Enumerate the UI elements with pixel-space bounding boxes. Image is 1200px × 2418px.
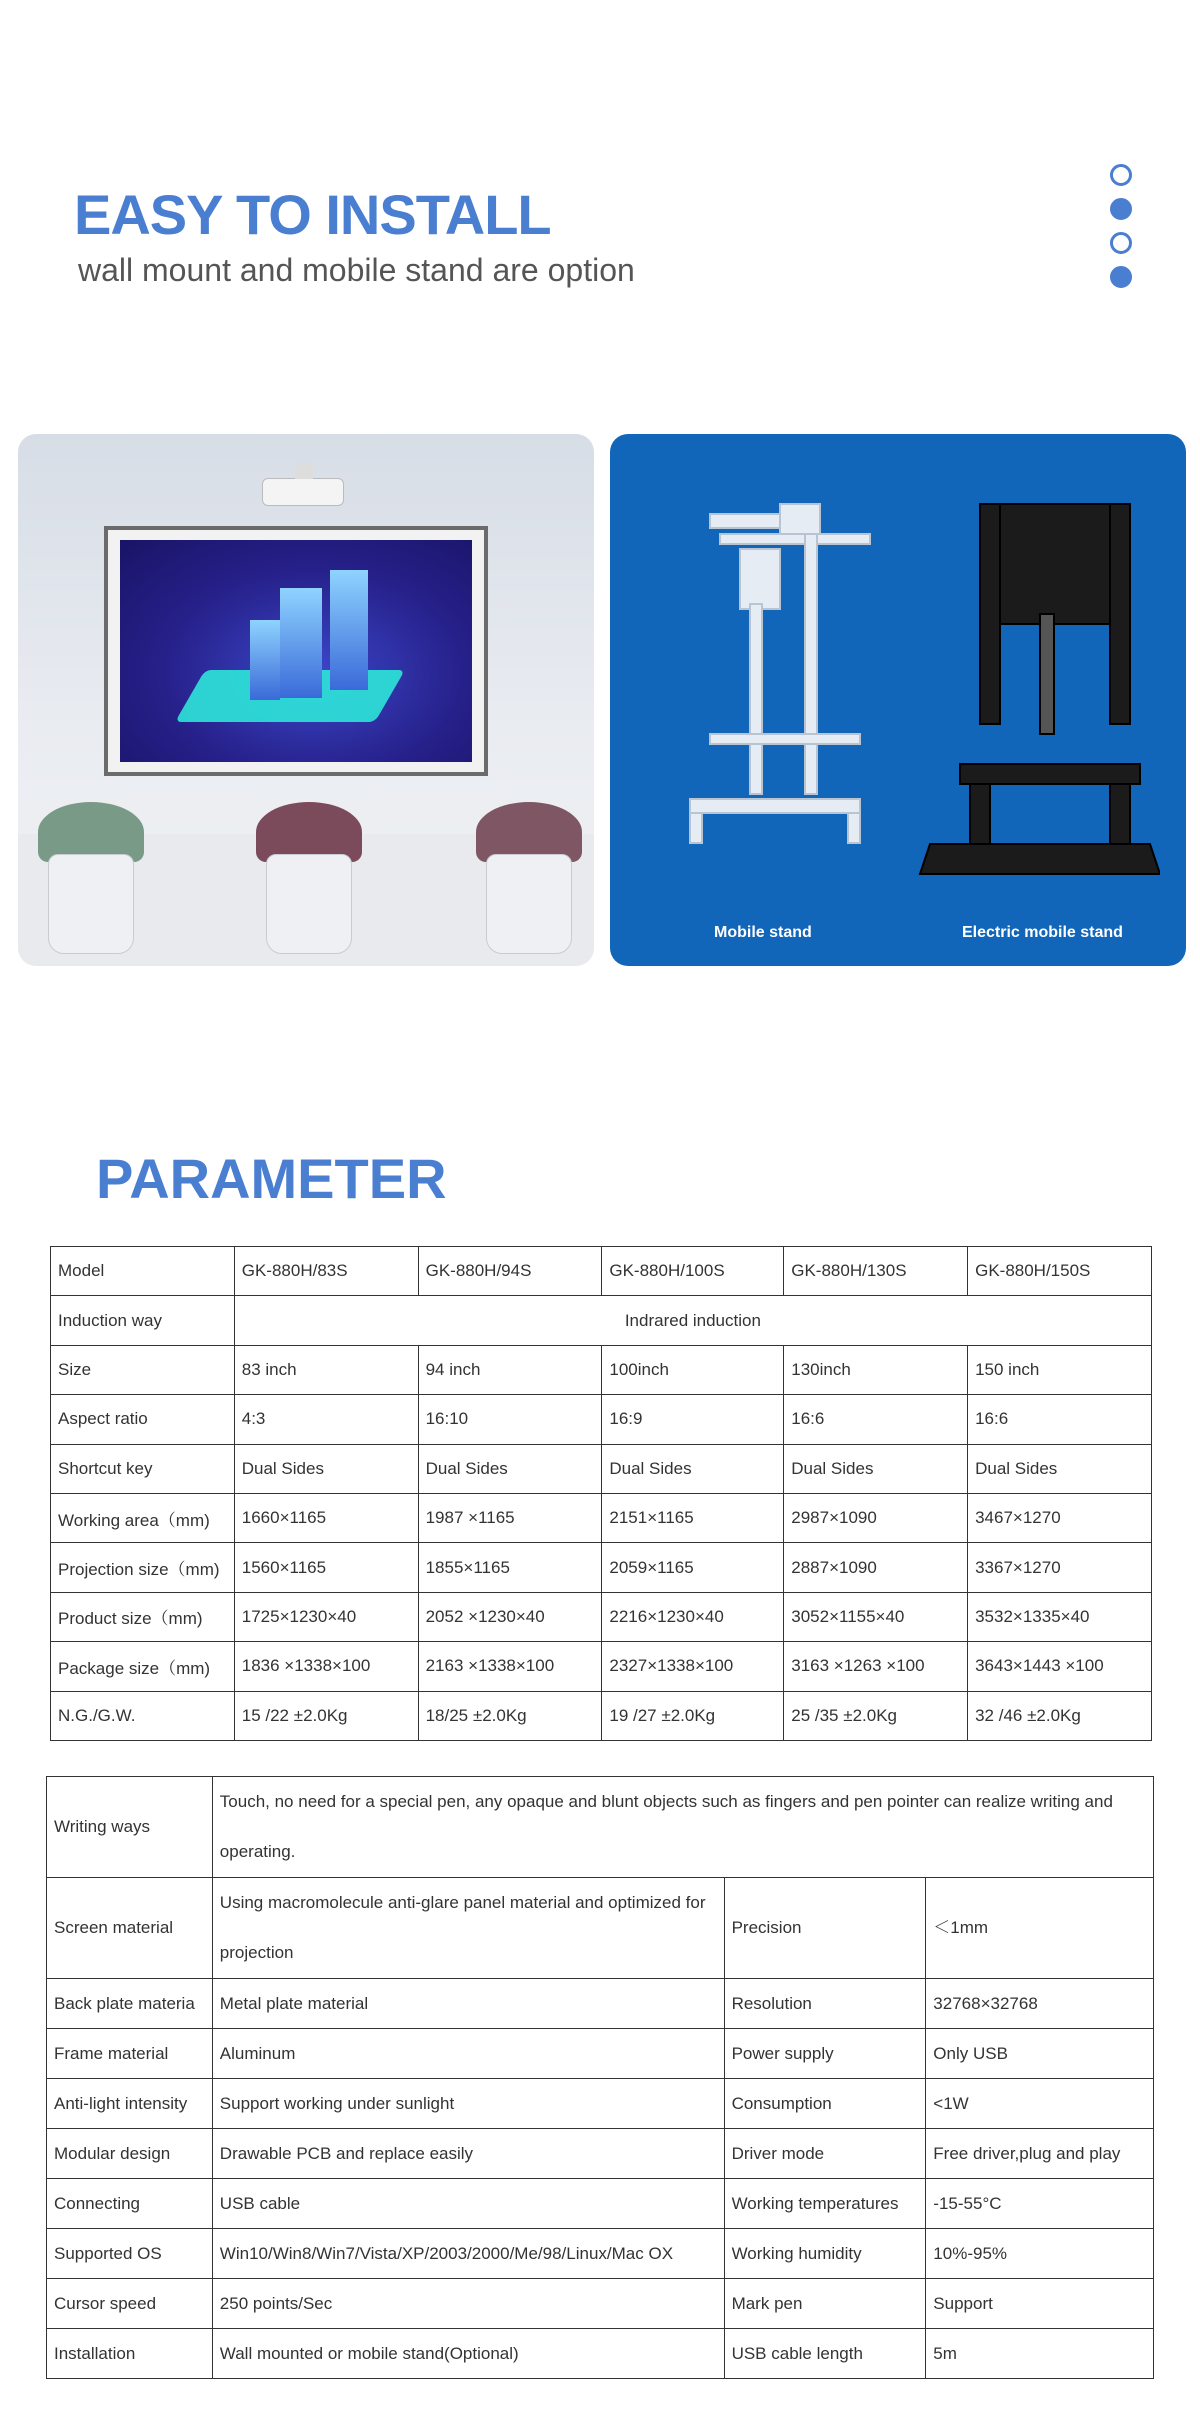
table-cell: 16:10 xyxy=(418,1395,602,1444)
row-label: Screen material xyxy=(47,1878,213,1979)
table-cell: 1660×1165 xyxy=(234,1493,418,1542)
row-label: Model xyxy=(51,1247,235,1296)
row-label: Connecting xyxy=(47,2179,213,2229)
parameter-title: PARAMETER xyxy=(96,1147,447,1210)
row-label: Power supply xyxy=(724,2029,926,2079)
table-row xyxy=(51,1493,1152,1542)
table-row xyxy=(51,1444,1152,1493)
electric-stand-label: Electric mobile stand xyxy=(962,924,1123,941)
plant-pot xyxy=(48,854,134,954)
table-cell: ＜1mm xyxy=(926,1878,1154,1979)
spec-table xyxy=(50,1246,1152,1741)
row-label: Mark pen xyxy=(724,2279,926,2329)
row-label: Size xyxy=(51,1345,235,1394)
table-row xyxy=(47,2179,1154,2229)
table-cell: <1W xyxy=(926,2079,1154,2129)
table-cell: 2151×1165 xyxy=(602,1493,784,1542)
row-label: Consumption xyxy=(724,2079,926,2129)
table-row xyxy=(51,1642,1152,1691)
table-cell: 100inch xyxy=(602,1345,784,1394)
table-row xyxy=(47,2279,1154,2329)
table-cell: Aluminum xyxy=(212,2029,724,2079)
table-cell: Support working under sunlight xyxy=(212,2079,724,2129)
table-cell: 32768×32768 xyxy=(926,1979,1154,2029)
table-cell: 2987×1090 xyxy=(784,1493,968,1542)
carousel-dot-2[interactable] xyxy=(1110,198,1132,220)
table-cell: 3163 ×1263 ×100 xyxy=(784,1642,968,1691)
row-label: N.G./G.W. xyxy=(51,1691,235,1740)
table-cell: 3467×1270 xyxy=(968,1493,1152,1542)
plant-pot xyxy=(486,854,572,954)
building-graphic xyxy=(250,620,280,700)
induction-value: Indrared induction xyxy=(234,1296,1151,1345)
carousel-dot-3[interactable] xyxy=(1110,232,1132,254)
row-label: Writing ways xyxy=(47,1777,213,1878)
table-cell: Free driver,plug and play xyxy=(926,2129,1154,2179)
table-row xyxy=(47,2029,1154,2079)
table-cell: 1855×1165 xyxy=(418,1543,602,1592)
row-label: Resolution xyxy=(724,1979,926,2029)
table-cell: 130inch xyxy=(784,1345,968,1394)
table-row xyxy=(47,1878,1154,1979)
table-cell: 83 inch xyxy=(234,1345,418,1394)
row-label: Induction way xyxy=(51,1296,235,1345)
table-cell: 15 /22 ±2.0Kg xyxy=(234,1691,418,1740)
table-cell: 1836 ×1338×100 xyxy=(234,1642,418,1691)
table-cell: 94 inch xyxy=(418,1345,602,1394)
model-cell: GK-880H/150S xyxy=(968,1247,1152,1296)
carousel-dot-4[interactable] xyxy=(1110,266,1132,288)
table-cell: 2059×1165 xyxy=(602,1543,784,1592)
carousel-dots xyxy=(1110,164,1134,300)
succulent-plant xyxy=(476,802,582,862)
mobile-stand-illustration xyxy=(650,494,880,874)
table-cell: 2052 ×1230×40 xyxy=(418,1592,602,1641)
table-cell: 3643×1443 ×100 xyxy=(968,1642,1152,1691)
model-cell: GK-880H/83S xyxy=(234,1247,418,1296)
table-cell: Only USB xyxy=(926,2029,1154,2079)
table-cell: Using macromolecule anti-glare panel material and optimized for projection xyxy=(212,1878,724,1979)
table-cell: 3532×1335×40 xyxy=(968,1592,1152,1641)
table-cell: 25 /35 ±2.0Kg xyxy=(784,1691,968,1740)
row-label: USB cable length xyxy=(724,2329,926,2379)
table-row xyxy=(47,2079,1154,2129)
install-subtitle: wall mount and mobile stand are option xyxy=(78,252,635,288)
table-cell: 5m xyxy=(926,2329,1154,2379)
succulent-plant xyxy=(38,802,144,862)
table-cell: 16:6 xyxy=(968,1395,1152,1444)
whiteboard-illustration xyxy=(104,526,488,776)
row-label: Anti-light intensity xyxy=(47,2079,213,2129)
table-cell: 18/25 ±2.0Kg xyxy=(418,1691,602,1740)
table-row xyxy=(51,1543,1152,1592)
table-cell: -15-55°C xyxy=(926,2179,1154,2229)
row-label: Precision xyxy=(724,1878,926,1979)
table-cell: 4:3 xyxy=(234,1395,418,1444)
feature-table xyxy=(46,1776,1154,2379)
table-cell: Metal plate material xyxy=(212,1979,724,2029)
install-title: EASY TO INSTALL xyxy=(74,183,551,246)
table-row xyxy=(47,2229,1154,2279)
whiteboard-screen xyxy=(120,540,472,762)
row-label: Working temperatures xyxy=(724,2179,926,2229)
building-graphic xyxy=(330,570,368,690)
row-label: Product size（mm) xyxy=(51,1592,235,1641)
row-label: Package size（mm) xyxy=(51,1642,235,1691)
row-label: Working humidity xyxy=(724,2229,926,2279)
table-row xyxy=(51,1691,1152,1740)
projector-illustration xyxy=(262,478,344,506)
row-label: Cursor speed xyxy=(47,2279,213,2329)
mobile-stand-label: Mobile stand xyxy=(714,924,812,941)
row-label: Working area（mm) xyxy=(51,1493,235,1542)
table-cell: 32 /46 ±2.0Kg xyxy=(968,1691,1152,1740)
table-row xyxy=(47,2329,1154,2379)
row-label: Projection size（mm) xyxy=(51,1543,235,1592)
table-cell: Dual Sides xyxy=(784,1444,968,1493)
table-row xyxy=(47,2129,1154,2179)
table-cell: 16:6 xyxy=(784,1395,968,1444)
succulent-plant xyxy=(256,802,362,862)
table-cell: Wall mounted or mobile stand(Optional) xyxy=(212,2329,724,2379)
model-cell: GK-880H/94S xyxy=(418,1247,602,1296)
table-row xyxy=(51,1395,1152,1444)
model-cell: GK-880H/130S xyxy=(784,1247,968,1296)
table-cell: Dual Sides xyxy=(968,1444,1152,1493)
table-cell: 1560×1165 xyxy=(234,1543,418,1592)
row-label: Driver mode xyxy=(724,2129,926,2179)
table-cell: 3367×1270 xyxy=(968,1543,1152,1592)
table-row xyxy=(47,1777,1154,1878)
table-cell: Win10/Win8/Win7/Vista/XP/2003/2000/Me/98/Linux/Mac OX xyxy=(212,2229,724,2279)
table-cell: 1987 ×1165 xyxy=(418,1493,602,1542)
table-cell: 150 inch xyxy=(968,1345,1152,1394)
table-cell: 3052×1155×40 xyxy=(784,1592,968,1641)
table-cell: 2887×1090 xyxy=(784,1543,968,1592)
row-label: Installation xyxy=(47,2329,213,2379)
table-cell: Dual Sides xyxy=(234,1444,418,1493)
table-cell: 2163 ×1338×100 xyxy=(418,1642,602,1691)
row-label: Frame material xyxy=(47,2029,213,2079)
building-graphic xyxy=(280,588,322,698)
table-row xyxy=(51,1247,1152,1296)
table-row xyxy=(51,1345,1152,1394)
table-cell: 19 /27 ±2.0Kg xyxy=(602,1691,784,1740)
table-cell: 1725×1230×40 xyxy=(234,1592,418,1641)
table-cell: Drawable PCB and replace easily xyxy=(212,2129,724,2179)
table-cell: USB cable xyxy=(212,2179,724,2229)
row-label: Shortcut key xyxy=(51,1444,235,1493)
row-label: Aspect ratio xyxy=(51,1395,235,1444)
table-cell: 2327×1338×100 xyxy=(602,1642,784,1691)
table-cell: 2216×1230×40 xyxy=(602,1592,784,1641)
table-row xyxy=(51,1592,1152,1641)
table-cell: 250 points/Sec xyxy=(212,2279,724,2329)
table-cell: Support xyxy=(926,2279,1154,2329)
row-label: Supported OS xyxy=(47,2229,213,2279)
electric-stand-illustration xyxy=(910,494,1160,894)
model-cell: GK-880H/100S xyxy=(602,1247,784,1296)
stands-photo xyxy=(610,434,1186,966)
table-cell: Dual Sides xyxy=(418,1444,602,1493)
table-cell: 16:9 xyxy=(602,1395,784,1444)
carousel-dot-1[interactable] xyxy=(1110,164,1132,186)
writing-value: Touch, no need for a special pen, any opaque and blunt objects such as fingers and pen pointer can realize writing and operating. xyxy=(212,1777,1153,1878)
table-row xyxy=(51,1296,1152,1345)
table-row xyxy=(47,1979,1154,2029)
table-cell: 10%-95% xyxy=(926,2229,1154,2279)
wall-mount-photo xyxy=(18,434,594,966)
row-label: Back plate materia xyxy=(47,1979,213,2029)
plant-pot xyxy=(266,854,352,954)
table-cell: Dual Sides xyxy=(602,1444,784,1493)
row-label: Modular design xyxy=(47,2129,213,2179)
